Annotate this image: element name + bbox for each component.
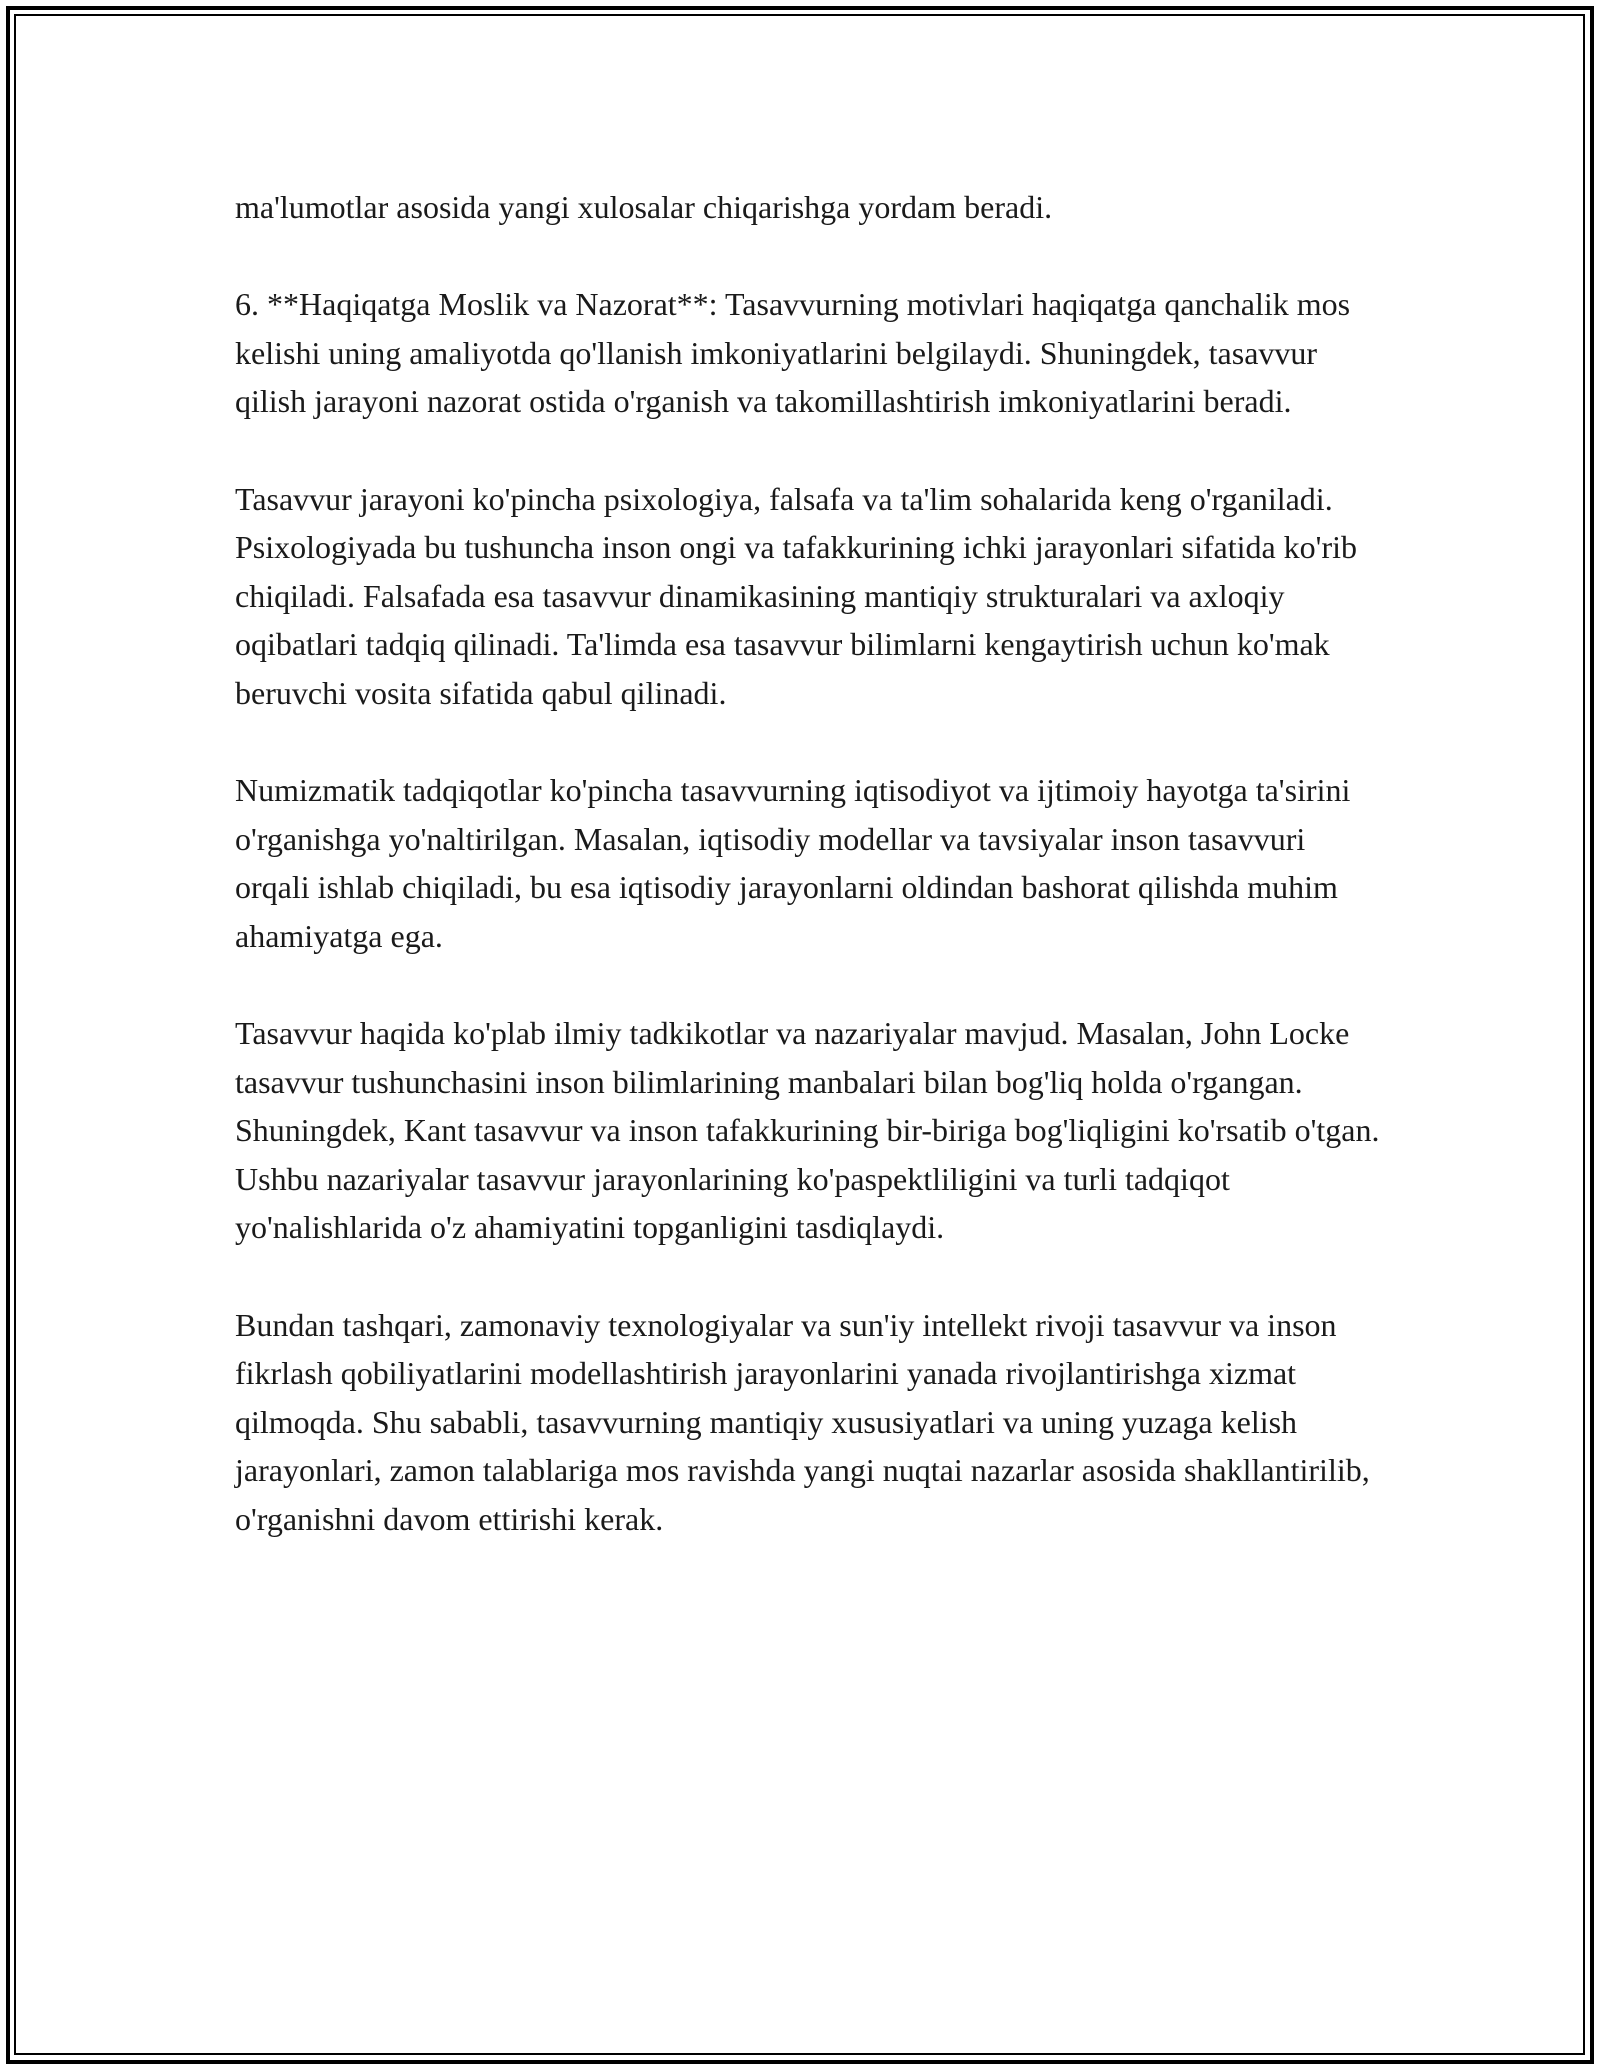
document-body — [235, 183, 1385, 1592]
paragraph-fields-of-study: Tasavvur jarayoni ko'pincha psixologiya, falsafa va ta'lim sohalarida keng o'rganiladi. Psixologiyada bu tushuncha inson ongi va tafakkurining ichki jarayonlari sifatida ko'rib chiqiladi. Falsafada esa tasavvur dinamikasining mantiqiy strukturalari va axloqiy oqibatlari tadqiq qilinadi. Ta'limda esa tasavvur bilimlarni kengaytirish uchun ko'mak beruvchi vosita sifatida qabul qilinadi. — [235, 480, 1357, 711]
paragraph-reality-and-control: 6. **Haqiqatga Moslik va Nazorat**: Tasavvurning motivlari haqiqatga qanchalik mos kelishi uning amaliyotda qo'llanish imkoniyatlarini belgilaydi. Shuningdek, tasavvur qilish jarayoni nazorat ostida o'rganish va takomillashtirish imkoniyatlarini beradi. — [235, 286, 1351, 420]
paragraph-modern-technology: Bundan tashqari, zamonaviy texnologiyalar va sun'iy intellekt rivoji tasavvur va inson fikrlash qobiliyatlarini modellashtirish jarayonlarini yanada rivojlantirishga xizmat qilmoqda. Shu sababli, tasavvurning mantiqiy xususiyatlari va uning yuzaga kelish jarayonlari, zamon talablariga mos ravishda yangi nuqtai nazarlar asosida shakllantirilib, o'rganishni davom ettirishi kerak. — [235, 1306, 1370, 1538]
paragraph-continuation: ma'lumotlar asosida yangi xulosalar chiqarishga yordam beradi. — [235, 189, 1053, 225]
paragraph-scientific-theories: Tasavvur haqida ko'plab ilmiy tadkikotlar va nazariyalar mavjud. Masalan, John Locke tasavvur tushunchasini inson bilimlarining manbalari bilan bog'liq holda o'rgangan. Shuningdek, Kant tasavvur va inson tafakkurining bir-biriga bog'liqligini ko'rsatib o'tgan. Ushbu nazariyalar tasavvur jarayonlarining ko'paspektliligini va turli tadqiqot yo'nalishlarida o'z ahamiyatini topganligini tasdiqlaydi. — [235, 1015, 1380, 1246]
paragraph-numismatic-research: Numizmatik tadqiqotlar ko'pincha tasavvurning iqtisodiyot va ijtimoiy hayotga ta'sirini o'rganishga yo'naltirilgan. Masalan, iqtisodiy modellar va tavsiyalar inson tasavvuri orqali ishlab chiqiladi, bu esa iqtisodiy jarayonlarni oldindan bashorat qilishda muhim ahamiyatga ega. — [235, 772, 1351, 954]
